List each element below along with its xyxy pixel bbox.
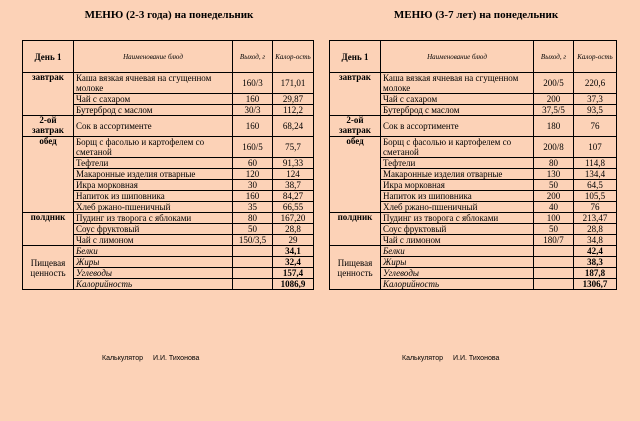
nutrient-name: Углеводы bbox=[381, 268, 534, 279]
table-row bbox=[330, 213, 617, 224]
dish-calories: 29 bbox=[273, 235, 314, 246]
nutrition-label: Пищевая ценность bbox=[23, 246, 74, 290]
dish-name: Икра морковная bbox=[74, 180, 233, 191]
dish-calories: 75,7 bbox=[273, 137, 314, 158]
nutrient-value: 42,4 bbox=[574, 246, 617, 257]
dish-weight: 180/7 bbox=[534, 235, 574, 246]
nutrient-value: 1306,7 bbox=[574, 279, 617, 290]
nutrition-row bbox=[330, 246, 617, 257]
dish-calories: 167,20 bbox=[273, 213, 314, 224]
table-header bbox=[330, 41, 617, 73]
table-header bbox=[23, 41, 314, 73]
dish-calories: 28,8 bbox=[273, 224, 314, 235]
dish-calories: 93,5 bbox=[574, 105, 617, 116]
meal-label: завтрак bbox=[330, 73, 381, 116]
dish-weight: 200 bbox=[534, 191, 574, 202]
dish-name: Каша вязкая ячневая на сгущенном молоке bbox=[381, 73, 534, 94]
dish-weight: 100 bbox=[534, 213, 574, 224]
dish-weight: 120 bbox=[233, 169, 273, 180]
dish-weight: 40 bbox=[534, 202, 574, 213]
dish-calories: 28,8 bbox=[574, 224, 617, 235]
header-day: День 1 bbox=[330, 41, 381, 73]
dish-weight: 200 bbox=[534, 94, 574, 105]
dish-weight: 200/5 bbox=[534, 73, 574, 94]
dish-calories: 64,5 bbox=[574, 180, 617, 191]
meal-label: 2-ой завтрак bbox=[23, 116, 74, 137]
dish-weight: 50 bbox=[233, 224, 273, 235]
nutrient-spacer bbox=[233, 279, 273, 290]
dish-calories: 105,5 bbox=[574, 191, 617, 202]
dish-calories: 112,2 bbox=[273, 105, 314, 116]
dish-weight: 160 bbox=[233, 94, 273, 105]
signature-role: Калькулятор bbox=[402, 355, 443, 362]
dish-name: Пудинг из творога с яблоками bbox=[381, 213, 534, 224]
header-weight: Выход, г bbox=[233, 41, 273, 73]
nutrition-label: Пищевая ценность bbox=[330, 246, 381, 290]
dish-name: Напиток из шиповника bbox=[74, 191, 233, 202]
dish-calories: 84,27 bbox=[273, 191, 314, 202]
dish-name: Борщ с фасолью и картофелем со сметаной bbox=[74, 137, 233, 158]
dish-weight: 80 bbox=[534, 158, 574, 169]
nutrient-spacer bbox=[534, 257, 574, 268]
dish-calories: 37,3 bbox=[574, 94, 617, 105]
dish-calories: 220,6 bbox=[574, 73, 617, 94]
dish-name: Хлеб ржано-пшеничный bbox=[381, 202, 534, 213]
dish-calories: 29,87 bbox=[273, 94, 314, 105]
dish-name: Хлеб ржано-пшеничный bbox=[74, 202, 233, 213]
dish-name: Бутерброд с маслом bbox=[74, 105, 233, 116]
nutrient-spacer bbox=[233, 257, 273, 268]
header-calories: Калор-ость bbox=[574, 41, 617, 73]
table-row bbox=[23, 73, 314, 94]
dish-weight: 50 bbox=[534, 224, 574, 235]
dish-weight: 180 bbox=[534, 116, 574, 137]
dish-calories: 124 bbox=[273, 169, 314, 180]
nutrient-spacer bbox=[233, 246, 273, 257]
table-row bbox=[330, 137, 617, 158]
dish-name: Борщ с фасолью и картофелем со сметаной bbox=[381, 137, 534, 158]
menu-title: МЕНЮ (3-7 лет) на понедельник bbox=[393, 9, 559, 21]
dish-name: Тефтели bbox=[74, 158, 233, 169]
signature bbox=[402, 355, 509, 362]
dish-name: Соус фруктовый bbox=[74, 224, 233, 235]
nutrient-name: Белки bbox=[381, 246, 534, 257]
menu-table bbox=[329, 40, 617, 290]
signature-role: Калькулятор bbox=[102, 355, 143, 362]
dish-weight: 160 bbox=[233, 116, 273, 137]
nutrient-name: Жиры bbox=[381, 257, 534, 268]
meal-label: полдник bbox=[330, 213, 381, 246]
dish-weight: 50 bbox=[534, 180, 574, 191]
dish-name: Сок в ассортименте bbox=[74, 116, 233, 137]
dish-calories: 66,55 bbox=[273, 202, 314, 213]
dish-calories: 76 bbox=[574, 116, 617, 137]
nutrient-name: Белки bbox=[74, 246, 233, 257]
dish-weight: 130 bbox=[534, 169, 574, 180]
nutrient-name: Жиры bbox=[74, 257, 233, 268]
dish-weight: 60 bbox=[233, 158, 273, 169]
dish-name: Каша вязкая ячневая на сгущенном молоке bbox=[74, 73, 233, 94]
dish-weight: 30 bbox=[233, 180, 273, 191]
signature-person: И.И. Тихонова bbox=[452, 355, 500, 362]
dish-weight: 80 bbox=[233, 213, 273, 224]
dish-name: Макаронные изделия отварные bbox=[381, 169, 534, 180]
dish-calories: 134,4 bbox=[574, 169, 617, 180]
dish-name: Чай с лимоном bbox=[74, 235, 233, 246]
meal-label: завтрак bbox=[23, 73, 74, 116]
dish-weight: 150/3,5 bbox=[233, 235, 273, 246]
nutrient-spacer bbox=[534, 268, 574, 279]
nutrient-value: 32,4 bbox=[273, 257, 314, 268]
dish-name: Икра морковная bbox=[381, 180, 534, 191]
signature-person: И.И. Тихонова bbox=[152, 355, 200, 362]
dish-name: Тефтели bbox=[381, 158, 534, 169]
dish-calories: 114,8 bbox=[574, 158, 617, 169]
meal-label: полдник bbox=[23, 213, 74, 246]
header-weight: Выход, г bbox=[534, 41, 574, 73]
dish-weight: 160/3 bbox=[233, 73, 273, 94]
nutrient-spacer bbox=[233, 268, 273, 279]
table-row bbox=[330, 73, 617, 94]
header-name: Наименование блюд bbox=[74, 41, 233, 73]
dish-name: Сок в ассортименте bbox=[381, 116, 534, 137]
nutrient-name: Калорийность bbox=[74, 279, 233, 290]
dish-name: Чай с лимоном bbox=[381, 235, 534, 246]
signature bbox=[102, 355, 209, 362]
dish-name: Напиток из шиповника bbox=[381, 191, 534, 202]
meal-label: обед bbox=[23, 137, 74, 213]
menu-title: МЕНЮ (2-3 года) на понедельник bbox=[84, 9, 254, 21]
dish-name: Бутерброд с маслом bbox=[381, 105, 534, 116]
nutrient-value: 157,4 bbox=[273, 268, 314, 279]
dish-weight: 200/8 bbox=[534, 137, 574, 158]
dish-calories: 171,01 bbox=[273, 73, 314, 94]
table-row bbox=[23, 213, 314, 224]
dish-calories: 34,8 bbox=[574, 235, 617, 246]
nutrition-row bbox=[23, 246, 314, 257]
nutrient-value: 34,1 bbox=[273, 246, 314, 257]
nutrient-value: 1086,9 bbox=[273, 279, 314, 290]
table-row bbox=[330, 116, 617, 137]
dish-weight: 30/3 bbox=[233, 105, 273, 116]
meal-label: 2-ой завтрак bbox=[330, 116, 381, 137]
dish-calories: 213,47 bbox=[574, 213, 617, 224]
header-day: День 1 bbox=[23, 41, 74, 73]
dish-name: Соус фруктовый bbox=[381, 224, 534, 235]
dish-calories: 76 bbox=[574, 202, 617, 213]
dish-calories: 68,24 bbox=[273, 116, 314, 137]
header-name: Наименование блюд bbox=[381, 41, 534, 73]
dish-calories: 91,33 bbox=[273, 158, 314, 169]
header-calories: Калор-ость bbox=[273, 41, 314, 73]
dish-name: Чай с сахаром bbox=[74, 94, 233, 105]
nutrient-value: 187,8 bbox=[574, 268, 617, 279]
nutrient-spacer bbox=[534, 246, 574, 257]
nutrient-name: Углеводы bbox=[74, 268, 233, 279]
dish-weight: 160/5 bbox=[233, 137, 273, 158]
menu-table bbox=[22, 40, 314, 290]
dish-calories: 38,7 bbox=[273, 180, 314, 191]
dish-weight: 160 bbox=[233, 191, 273, 202]
nutrient-name: Калорийность bbox=[381, 279, 534, 290]
table-row bbox=[23, 116, 314, 137]
nutrient-spacer bbox=[534, 279, 574, 290]
dish-name: Пудинг из творога с яблоками bbox=[74, 213, 233, 224]
table-row bbox=[23, 137, 314, 158]
dish-name: Макаронные изделия отварные bbox=[74, 169, 233, 180]
dish-weight: 37,5/5 bbox=[534, 105, 574, 116]
meal-label: обед bbox=[330, 137, 381, 213]
nutrient-value: 38,3 bbox=[574, 257, 617, 268]
dish-name: Чай с сахаром bbox=[381, 94, 534, 105]
dish-calories: 107 bbox=[574, 137, 617, 158]
dish-weight: 35 bbox=[233, 202, 273, 213]
